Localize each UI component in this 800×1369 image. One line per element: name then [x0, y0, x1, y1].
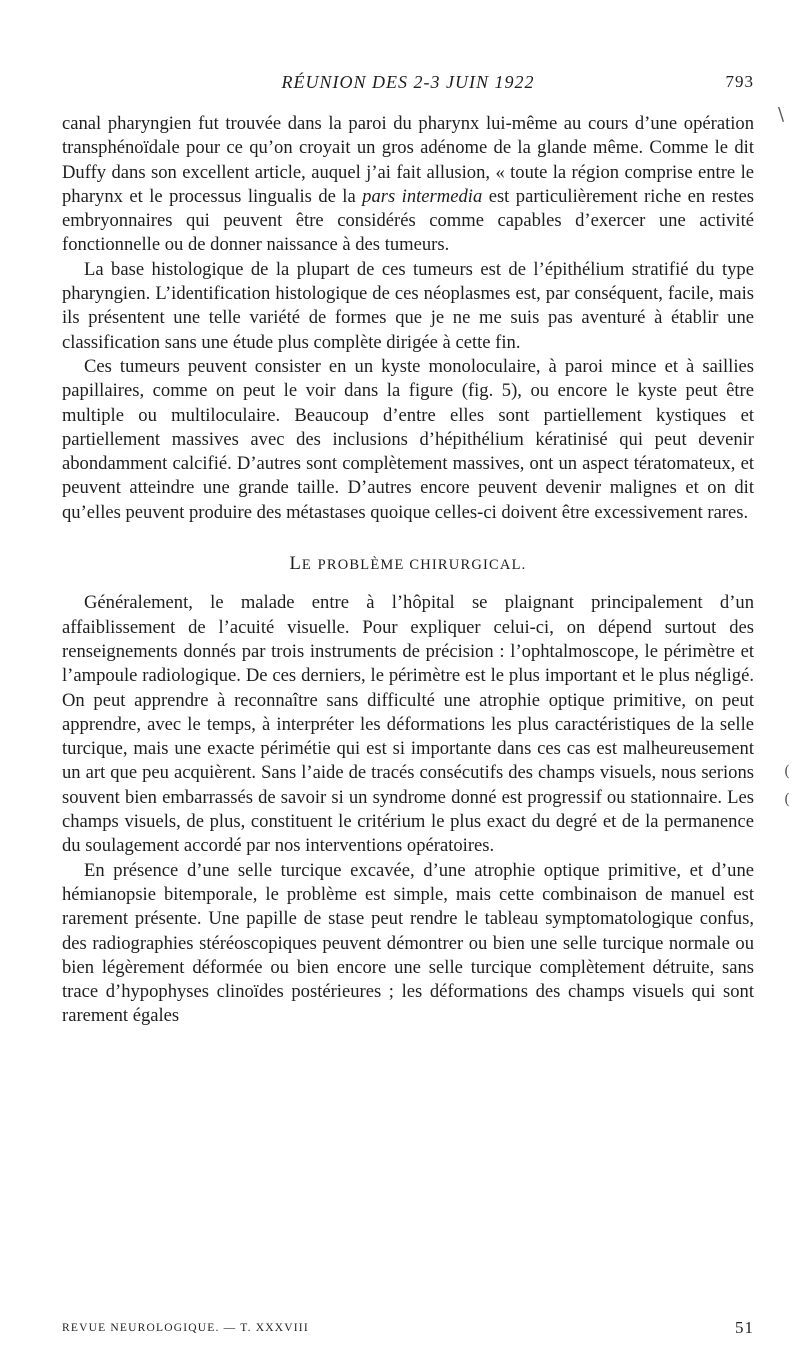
- running-title: RÉUNION DES 2-3 JUIN 1922: [281, 72, 535, 92]
- paragraph-text: canal pharyngien fut trouvée dans la paroi du pharynx lui-même au cours d’une opération transphénoïdale pour ce qu’on croyait un gros adénome de la glande même. Comme le dit Duffy dans son excellent article, auquel j’ai fait allusion, « toute la région comprise entre le pharynx et le processus lingualis de la: [62, 113, 754, 207]
- paragraph-surgical-problem: Généralement, le malade entre à l’hôpital se plaignant principalement d’un affaiblissement de l’acuité visuelle. Pour expliquer celui-ci, on dépend surtout des renseignements donnés par trois instruments de précision : l’ophtalmoscope, le périmètre et l’ampoule radiologique. De ces derniers, le périmètre est le plus important et le plus négligé. On peut apprendre à reconnaître sans difficulté une atrophie optique primitive, on peut apprendre, avec le temps, à interpréter les déformations les plus caractéristiques de la selle turcique, mais une exacte périmétie qui est si importante dans ces cas est malheureusement un art que peu acquièrent. Sans l’aide de tracés consécutifs des champs visuels, nous serions souvent bien embarrassés de savoir si un syndrome donné est progressif ou stationnaire. Les champs visuels, de plus, constituent le critérium le plus exact du degré et de la permanence du soulagement accordé par nos interventions opératoires.: [62, 592, 754, 857]
- margin-stroke-mark: (: [784, 762, 790, 780]
- section-heading-rest: PROBLÈME CHIRURGICAL.: [317, 557, 527, 574]
- section-heading-initial: L: [289, 553, 302, 575]
- paragraph-text: est particulièrement riche en restes embryonnaires qui peuvent être considérés comme capables d’exercer une activité fonctionnelle ou de donner naissance à des tumeurs.: [62, 185, 754, 256]
- margin-stroke-mark: (: [784, 790, 790, 808]
- paragraph-diagnosis: En présence d’une selle turcique excavée, d’une atrophie optique primitive, et d’une hémianopsie bitemporale, le problème est simple, mais cette combinaison de manuel est rarement présente. Une papille de stase peut rendre le tableau symptomatologique confus, des radiographies stéréoscopiques peuvent démontrer ou bien une selle turcique normale ou bien légèrement déformée ou bien encore une selle turcique complètement détruite, sans trace d’hypophyses clinoïdes postérieures ; les déformations des champs visuels qui sont rarement égales: [62, 859, 754, 1027]
- paragraph-continuation: [62, 112, 754, 258]
- paragraph-tumor-forms: Ces tumeurs peuvent consister en un kyste monoloculaire, à paroi mince et à saillies papillaires, comme on peut le voir dans la figure (fig. 5), ou encore le kyste peut être multiple ou multiloculaire. Beaucoup d’entre elles sont partiellement kystiques et partiellement massives avec des inclusions d’hépithélium kératinisé qui peut devenir abondamment calcifié. D’autres sont complètement massives, ont un aspect tératomateux, et peuvent atteindre une grande taille. D’autres encore peuvent devenir malignes et on dit qu’elles peuvent produire des métastases quoique celles-ci doivent être excessivement rares.: [62, 355, 754, 523]
- paragraph-histology: La base histologique de la plupart de ces tumeurs est de l’épithélium stratifié du type pharyngien. L’identification histologique de ces néoplasmes est, par conséquent, facile, mais ils présentent une telle variété de formes que je ne me suis pas aventuré à établir une classification sans une étude plus complète dirigée à cette fin.: [62, 258, 754, 353]
- signature-number: 51: [735, 1318, 754, 1337]
- section-heading: [62, 552, 754, 577]
- section-heading-first-word: E: [301, 557, 312, 574]
- journal-name: REVUE NEUROLOGIQUE. — T. XXXVIII: [62, 1322, 309, 1334]
- page-footer: [62, 1318, 754, 1342]
- running-head: [62, 72, 754, 96]
- page-number: 793: [725, 72, 754, 91]
- body-text: [62, 112, 754, 1029]
- margin-stroke-mark: \: [778, 104, 785, 125]
- italic-term: pars intermedia: [362, 185, 483, 207]
